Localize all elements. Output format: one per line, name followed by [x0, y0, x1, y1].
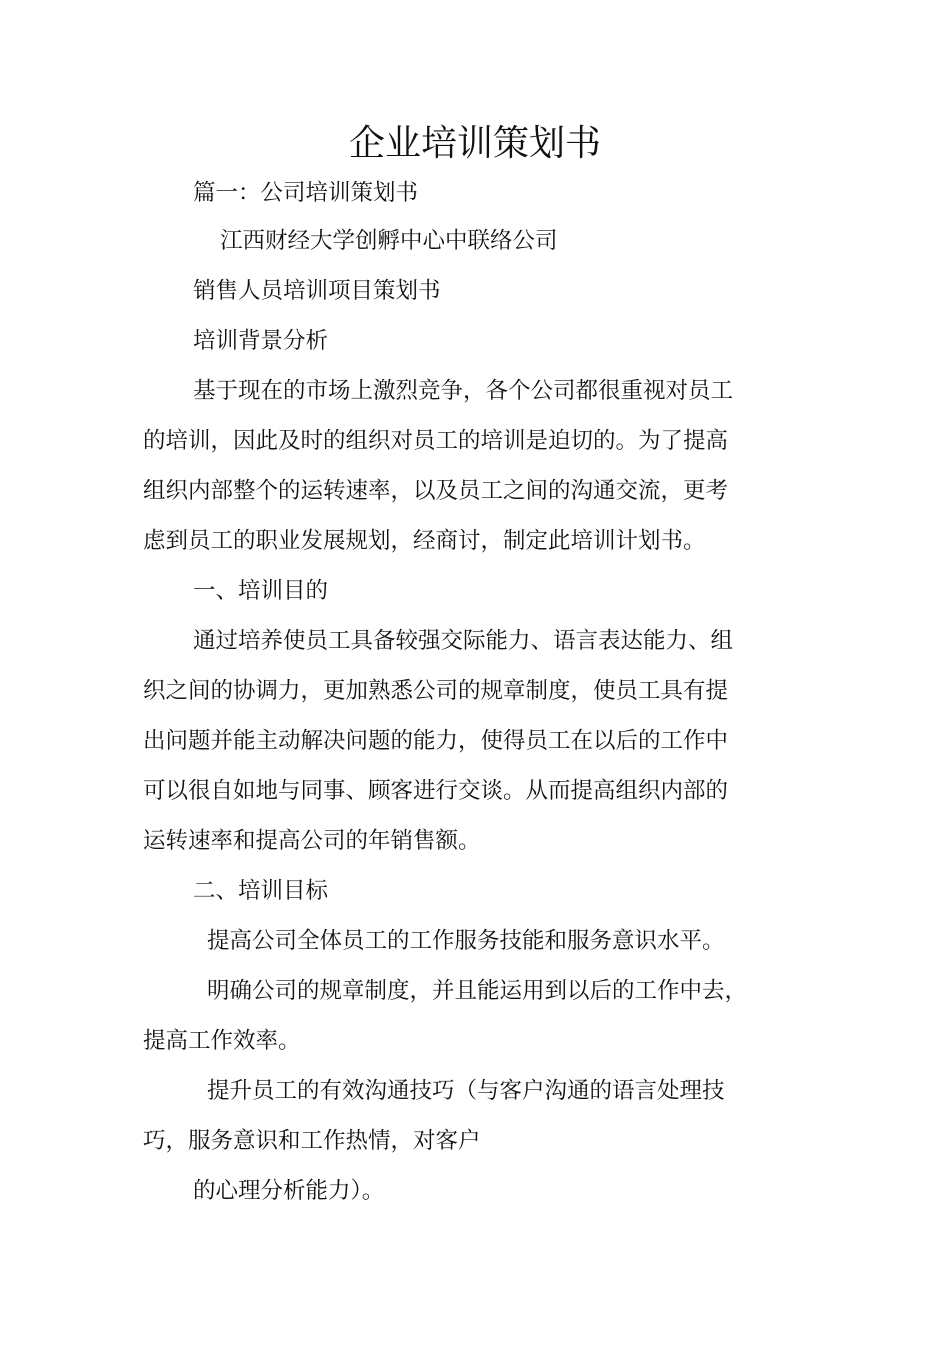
heading-background-analysis: 培训背景分析 — [193, 328, 329, 354]
paragraph-line: 组织内部整个的运转速率，以及员工之间的沟通交流，更考 — [143, 478, 729, 504]
section-heading-part-one: 篇一：公司培训策划书 — [193, 180, 419, 206]
company-name-line: 江西财经大学创孵中心中联络公司 — [220, 228, 558, 254]
project-title-line: 销售人员培训项目策划书 — [193, 278, 441, 304]
paragraph-line: 基于现在的市场上激烈竞争，各个公司都很重视对员工 — [193, 378, 734, 404]
heading-training-purpose: 一、培训目的 — [193, 578, 329, 604]
paragraph-line: 通过培养使员工具备较强交际能力、语言表达能力、组 — [193, 628, 734, 654]
paragraph-line: 运转速率和提高公司的年销售额。 — [143, 828, 481, 854]
heading-training-goals: 二、培训目标 — [193, 878, 329, 904]
paragraph-line: 织之间的协调力，更加熟悉公司的规章制度，使员工具有提 — [143, 678, 729, 704]
paragraph-line: 的培训，因此及时的组织对员工的培训是迫切的。为了提高 — [143, 428, 729, 454]
paragraph-line: 明确公司的规章制度，并且能运用到以后的工作中去， — [207, 978, 748, 1004]
paragraph-line: 虑到员工的职业发展规划，经商讨，制定此培训计划书。 — [143, 528, 706, 554]
paragraph-line: 出问题并能主动解决问题的能力，使得员工在以后的工作中 — [143, 728, 729, 754]
paragraph-line: 巧，服务意识和工作热情，对客户 — [143, 1128, 481, 1154]
document-title: 企业培训策划书 — [348, 123, 601, 164]
paragraph-line: 的心理分析能力）。 — [193, 1178, 385, 1204]
paragraph-line: 提高公司全体员工的工作服务技能和服务意识水平。 — [207, 928, 725, 954]
paragraph-line: 提高工作效率。 — [143, 1028, 301, 1054]
paragraph-line: 提升员工的有效沟通技巧（与客户沟通的语言处理技 — [207, 1078, 725, 1104]
paragraph-line: 可以很自如地与同事、顾客进行交谈。从而提高组织内部的 — [143, 778, 729, 804]
